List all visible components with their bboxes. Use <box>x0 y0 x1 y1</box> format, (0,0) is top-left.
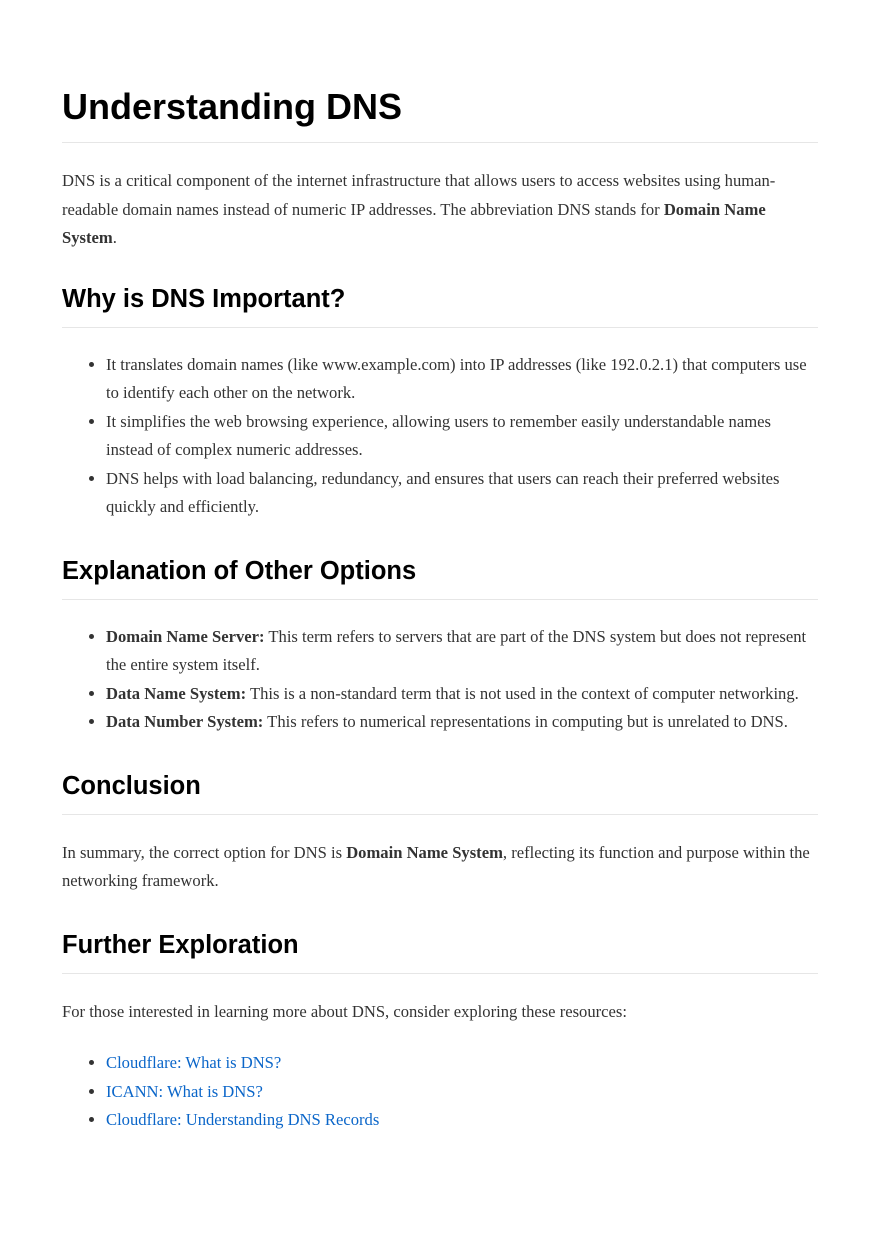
conclusion-heading: Conclusion <box>62 770 818 815</box>
link-cloudflare-dns-records[interactable]: Cloudflare: Understanding DNS Records <box>106 1110 380 1129</box>
further-paragraph: For those interested in learning more about DNS, consider exploring these resources: <box>62 1001 627 1021</box>
list-item <box>106 1078 818 1107</box>
link-icann-what-is-dns[interactable]: ICANN: What is DNS? <box>106 1081 263 1101</box>
why-heading: Why is DNS Important? <box>62 283 818 328</box>
conclusion-end: , reflecting its function and purpose within the networking framework. <box>62 842 810 890</box>
definition: This is a non-standard term that is not used in the context of computer networking. <box>246 683 799 703</box>
list-item <box>106 680 818 709</box>
intro-end: . <box>112 228 117 247</box>
document <box>62 0 818 1135</box>
why-list <box>62 351 818 522</box>
list-item <box>106 708 818 737</box>
intro-paragraph <box>62 167 818 253</box>
options-list <box>62 623 818 737</box>
term: Domain Name Server: <box>106 626 265 646</box>
list-item: • It translates domain names (like www.example.com) into IP addresses (like 192.0.2.1) that computers use to identify each other on the network. <box>106 351 818 408</box>
intro-text: DNS is a critical component of the internet infrastructure that allows users to access websites using human-readable domain names instead of numeric IP addresses. The abbreviation DNS stands for <box>62 171 776 219</box>
resource-list <box>62 1049 818 1135</box>
conclusion-paragraph <box>62 839 818 896</box>
term: Data Number System: <box>106 712 264 731</box>
conclusion-bold: Domain Name System <box>346 842 503 862</box>
list-item <box>106 623 818 680</box>
definition: This refers to numerical representations in computing but is unrelated to DNS. <box>263 712 788 731</box>
list-item: • It simplifies the web browsing experience, allowing users to remember easily understandable names instead of complex numeric addresses. <box>106 408 818 465</box>
definition: This term refers to servers that are part of the DNS system but does not represent the entire system itself. <box>106 626 807 674</box>
list-item: • DNS helps with load balancing, redundancy, and ensures that users can reach their preferred websites quickly and efficiently. <box>106 465 818 522</box>
conclusion-text: In summary, the correct option for DNS is <box>62 842 347 862</box>
options-heading: Explanation of Other Options <box>62 555 818 600</box>
page-title: Understanding DNS <box>62 0 818 143</box>
link-cloudflare-what-is-dns[interactable]: Cloudflare: What is DNS? <box>106 1053 282 1072</box>
term: Data Name System: <box>106 683 247 703</box>
list-item <box>106 1049 818 1078</box>
list-item <box>106 1106 818 1135</box>
intro-bold: Domain Name System <box>62 199 766 247</box>
further-heading: Further Exploration <box>62 929 818 974</box>
